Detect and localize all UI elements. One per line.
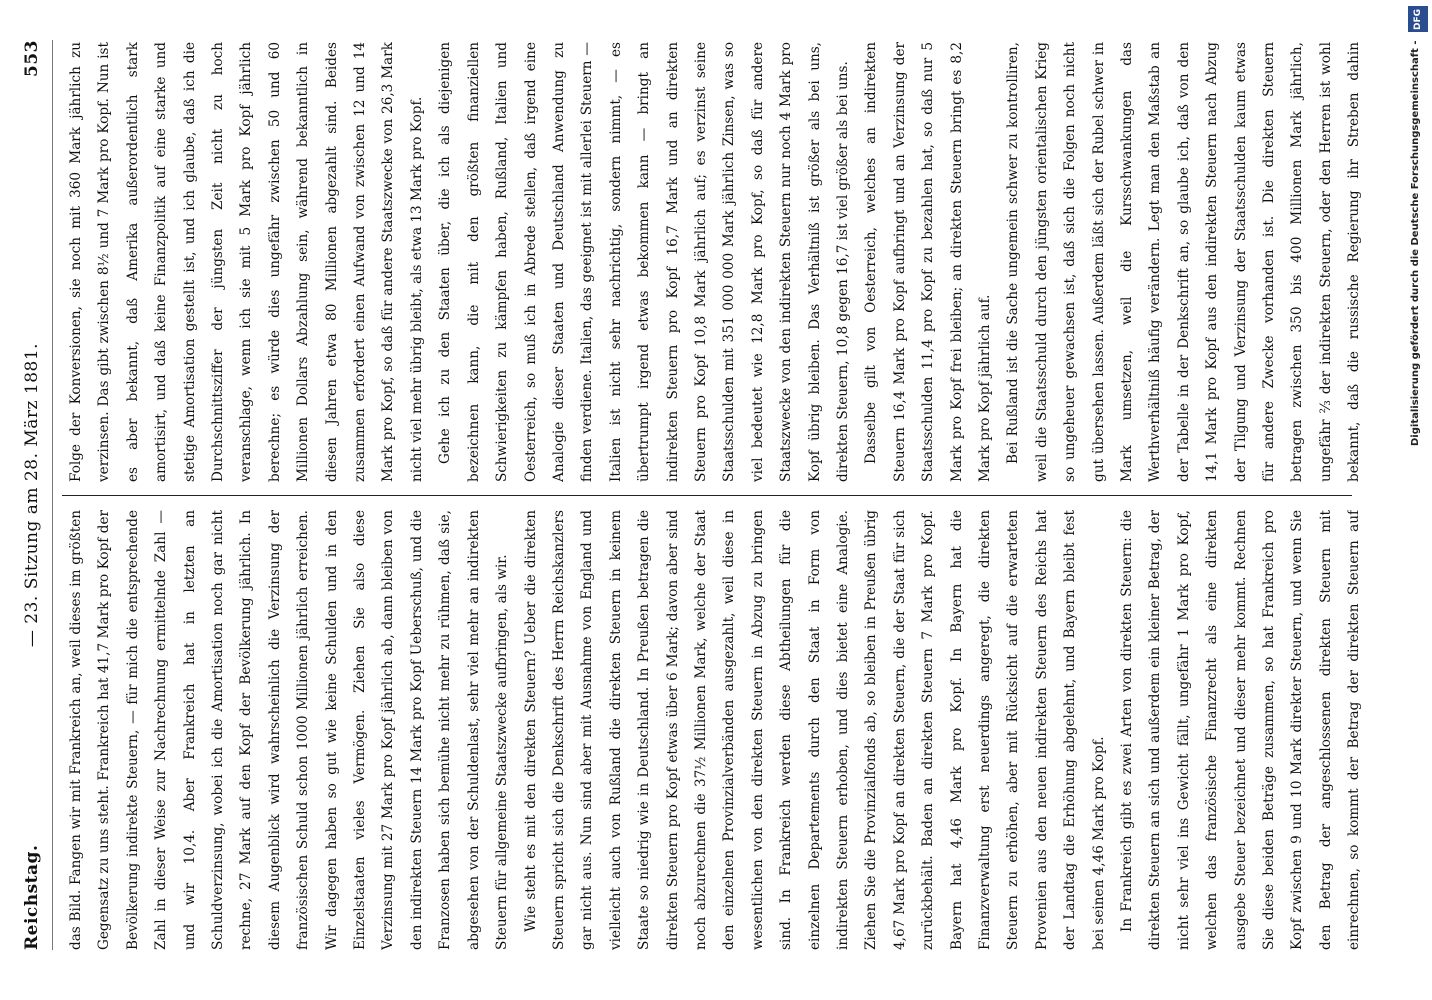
paragraph: das Bild. Fangen wir mit Frankreich an, weil dieses im größten Gegensatz zu uns steht. Frankreich hat 41,7 Mark pro Kopf der Bevölkerung indirekte Steuern, — für mich die entsprechende Zahl in dieser Weise zur Nachrechnung ermittelnde Zahl — und wir 10,4. Aber Frankreich hat in letzten an Schuldverzinsung, wobei ich die Amortisation noch gar nicht rechne, 27 Mark auf den Kopf der Bevölkerung jährlich. In diesem Augenblick wird wahrscheinlich die Verzinsung der französischen Schuld schon 1000 Millionen jährlich erreichen. Wir dagegen haben so gut wie keine Schulden und in den Einzelstaaten vieles Vermögen. Ziehen Sie also diese Verzinsung mit 27 Mark pro Kopf jährlich ab, dann bleiben von den indirekten Steuern 14 Mark pro Kopf Ueberschuß, und die Franzosen haben sich bemühe nicht mehr zu rühmen, daß sie, abgesehen von der Schuldenlast, sehr viel mehr an indirekten Steuern für allgemeine Staatszwecke aufbringen, als wir. xyxy=(68,510,511,950)
dfg-logo: DFG xyxy=(1408,6,1428,32)
paragraph: Bei Rußland ist die Sache ungemein schwer zu kontrolliren, weil die Staatsschuld durch den jüngsten orientalischen Krieg so ungeheuer gewachsen ist, daß sich die Folgen noch nicht gut übersehen lassen. Außerdem läßt sich der Rubel schwer in Mark umsetzen, weil die Kursschwankungen das Werthverhältniß häufig verändern. Legt man den Maßstab an der Tabelle in der Denkschrift an, so glaube ich, daß von den 14,1 Mark pro Kopf aus den indirekten Steuern nach Abzug der Tilgung und Verzinsung der Staatsschulden kaum etwas für andere Zwecke vorhanden ist. Die direkten Steuern betragen zwischen 350 bis 400 Millionen Mark jährlich, ungefähr ⅔ der indirekten Steuern, oder den Herren ist wohl bekannt, daß die russische Regierung ihr Streben dahin xyxy=(1005,42,1362,482)
paragraph: Folge der Konversionen, sie noch mit 360 Mark jährlich zu verzinsen. Das gibt zwischen 8½ und 7 Mark pro Kopf. Nun ist es aber bekannt, daß Amerika außerordentlich stark amortisirt, und daß keine Finanzpolitik auf eine starke und stetige Amortisation gestellt ist, und ich glaube, daß ich die Durchschnittsziffer der jüngsten Zeit nicht zu hoch veranschlage, wenn ich sie mit 5 Mark pro Kopf jährlich berechne; es würde dies ungefähr zwischen 50 und 60 Millionen Dollars Abzahlung sein, während bekanntlich in diesen Jahren etwa 80 Millionen abgezahlt sind. Beides zusammen erfordert einen Aufwand von zwischen 12 und 14 Mark pro Kopf, so daß für andere Staatszwecke von 26,3 Mark nicht viel mehr übrig bleibt, als etwa 13 Mark pro Kopf. xyxy=(68,42,425,482)
digitization-credit: Digitalisierung gefördert durch die Deutsche Forschungsgemeinschaft - xyxy=(1410,40,1421,446)
left-text-column xyxy=(62,510,1362,950)
right-text-column xyxy=(62,42,1362,482)
page-header xyxy=(18,40,53,950)
digitization-sidebar xyxy=(1404,0,1432,1000)
paragraph: Wie steht es mit den direkten Steuern? Ueber die direkten Steuern spricht sich die Denkschrift des Herrn Reichskanzlers gar nicht aus. Nun sind aber mit Ausnahme von England und vielleicht auch von Rußland die direkten Steuern in keinem Staate so niedrig wie in Deutschland. In Preußen betragen die direkten Steuern pro Kopf etwas über 6 Mark; davon aber sind noch abzurechnen die 37½ Millionen Mark, welche der Staat den einzelnen Provinzialverbänden ausgezahlt, weil diese in wesentlichen von den direkten Steuern in Abzug zu bringen sind. In Frankreich werden diese Abtheilungen für die einzelnen Departements durch den Staat in Form von indirekten Steuern erhoben, und dies bietet eine Analogie. Ziehen Sie die Provinzialfonds ab, so bleiben in Preußen übrig 4,67 Mark pro Kopf an direkten Steuern, die der Staat für sich zurückbehält. Baden an direkten Steuern 7 Mark pro Kopf. Bayern hat 4,46 Mark pro Kopf. In Bayern hat die Finanzverwaltung erst neuerdings angeregt, die direkten Steuern zu erhöhen, aber mit Rücksicht auf die erwarteten Provenien aus den neuen indirekten Steuern des Reichs hat der Landtag die Erhöhung abgelehnt, und Bayern bleibt fest bei seinen 4,46 Mark pro Kopf. xyxy=(522,510,1107,950)
column-divider xyxy=(62,495,1352,496)
paragraph: Dasselbe gilt von Oesterreich, welches an indirekten Steuern 16,4 Mark pro Kopf aufbringt und an Verzinsung der Staatsschulden 11,4 pro Kopf zu bezahlen hat, so daß nur 5 Mark pro Kopf frei bleiben; an direkten Steuern bringt es 8,2 Mark pro Kopf jährlich auf. xyxy=(863,42,993,482)
header-reichstag: Reichstag. xyxy=(22,844,42,950)
header-session-title: — 23. Sitzung am 28. März 1881. xyxy=(22,342,42,648)
paragraph: Gehe ich zu den Staaten über, die ich als diejenigen bezeichnen kann, die mit den größten finanziellen Schwierigkeiten zu kämpfen haben, Rußland, Italien und Oesterreich, so muß ich in Abrede stellen, daß irgend eine Analogie dieser Staaten und Deutschland Anwendung zu finden verdiene. Italien, das geeignet ist mit allerlei Steuern — Italien ist nicht sehr nachrichtig, sondern nimmt, — es übertrumpt irgend etwas bekommen kann — bringt an indirekten Steuern pro Kopf 16,7 Mark und an direkten Steuern pro Kopf 10,8 Mark jährlich auf; es verzinst seine Staatsschulden mit 351 000 000 Mark jährlich Zinsen, was so viel bedeutet wie 12,8 Mark pro Kopf, so daß für andere Staatszwecke von den indirekten Steuern nur noch 4 Mark pro Kopf übrig bleiben. Das Verhältniß ist größer als bei uns, direkten Steuern, 10,8 gegen 16,7 ist viel größer als bei uns. xyxy=(437,42,851,482)
page-number: 553 xyxy=(22,40,42,77)
paragraph: In Frankreich gibt es zwei Arten von direkten Steuern: die direkten Steuern an sich und außerdem ein kleiner Betrag, der nicht sehr viel ins Gewicht fällt, ungefähr 1 Mark pro Kopf, welchen das französische Finanzrecht als eine direkten ausgebe Steuer bezeichnet und dieser mehr kommt. Rechnen Sie diese beiden Beträge zusammen, so hat Frankreich pro Kopf zwischen 9 und 10 Mark direkter Steuern, und wenn Sie den Betrag der angeschlossenen direkten Steuern mit einrechnen, so kommt der Betrag der direkten Steuern auf xyxy=(1119,510,1362,950)
